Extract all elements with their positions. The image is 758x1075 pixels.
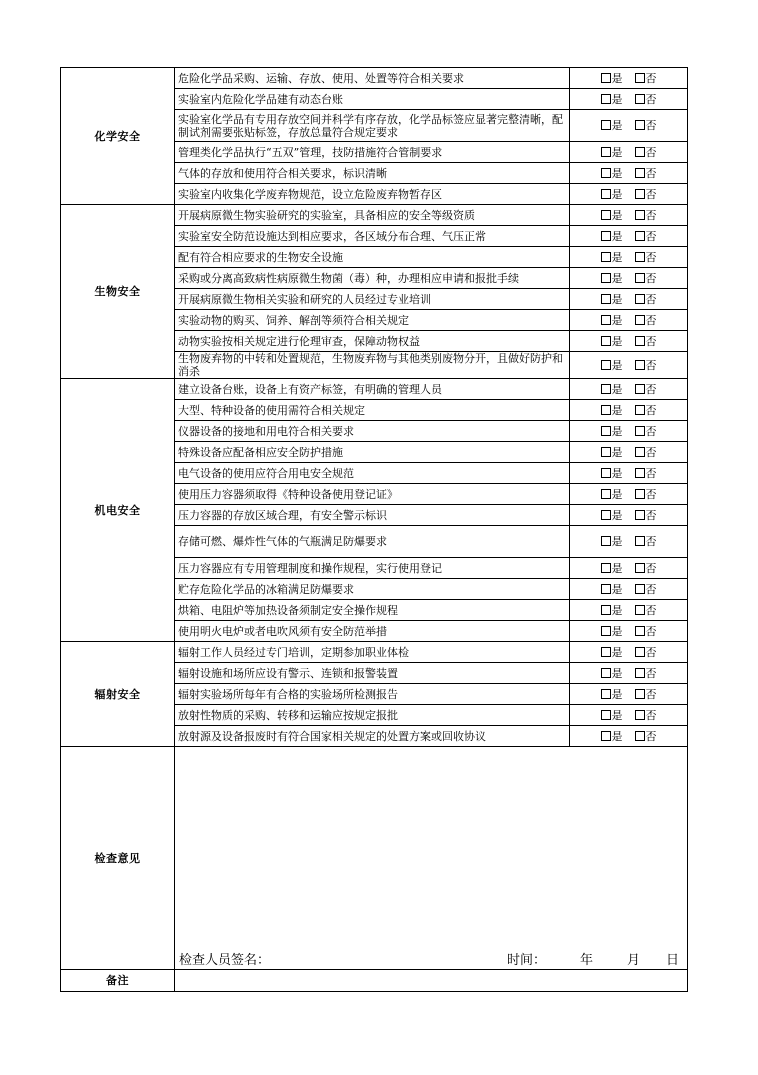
check-item-text: 使用压力容器须取得《特种设备使用登记证》 xyxy=(175,484,570,505)
no-label: 否 xyxy=(645,358,657,372)
check-item-text: 生物废弃物的中转和处置规范，生物废弃物与其他类别废物分开，且做好防护和消杀 xyxy=(175,352,570,379)
no-option[interactable] xyxy=(635,562,657,575)
no-checkbox[interactable] xyxy=(635,384,645,394)
yes-checkbox[interactable] xyxy=(601,489,611,499)
yes-option[interactable] xyxy=(601,562,623,575)
no-label: 否 xyxy=(645,687,657,701)
yes-checkbox[interactable] xyxy=(601,168,611,178)
no-label: 否 xyxy=(645,424,657,438)
no-option[interactable] xyxy=(635,509,657,522)
no-label: 否 xyxy=(645,535,657,548)
no-option[interactable] xyxy=(635,467,657,480)
yes-option[interactable] xyxy=(601,72,623,85)
yes-option[interactable] xyxy=(601,604,623,617)
no-label: 否 xyxy=(645,229,657,243)
yes-no-options xyxy=(570,268,688,289)
yes-label: 是 xyxy=(611,166,623,180)
no-checkbox[interactable] xyxy=(635,447,645,457)
no-label: 否 xyxy=(645,92,657,106)
no-option[interactable] xyxy=(635,72,657,85)
yes-option[interactable] xyxy=(601,383,623,396)
yes-no-options xyxy=(570,68,688,89)
no-checkbox[interactable] xyxy=(635,94,645,104)
yes-label: 是 xyxy=(611,645,623,659)
check-item-text: 辐射设施和场所应设有警示、连锁和报警装置 xyxy=(175,663,570,684)
check-item-text: 采购或分离高致病性病原微生物菌（毒）种，办理相应申请和报批手续 xyxy=(175,268,570,289)
no-option[interactable] xyxy=(635,335,657,348)
checklist-row xyxy=(61,205,688,226)
check-item-text: 特殊设备应配备相应安全防护措施 xyxy=(175,442,570,463)
yes-no-options xyxy=(570,331,688,352)
yes-label: 是 xyxy=(611,466,623,480)
yes-no-options xyxy=(570,463,688,484)
check-item-text: 管理类化学品执行“五双”管理，技防措施符合管制要求 xyxy=(175,142,570,163)
yes-option[interactable] xyxy=(601,146,623,159)
yes-option[interactable] xyxy=(601,446,623,459)
check-item-text: 烘箱、电阻炉等加热设备须制定安全操作规程 xyxy=(175,600,570,621)
no-label: 否 xyxy=(645,466,657,480)
yes-label: 是 xyxy=(611,561,623,575)
check-item-text: 放射性物质的采购、转移和运输应按规定报批 xyxy=(175,705,570,726)
yes-label: 是 xyxy=(611,208,623,222)
yes-option[interactable] xyxy=(601,425,623,438)
yes-label: 是 xyxy=(611,582,623,596)
no-option[interactable] xyxy=(635,730,657,743)
no-label: 否 xyxy=(645,666,657,680)
yes-no-options xyxy=(570,247,688,268)
yes-no-options xyxy=(570,684,688,705)
yes-label: 是 xyxy=(611,250,623,264)
no-label: 否 xyxy=(645,71,657,85)
check-item-text: 开展病原微生物相关实验和研究的人员经过专业培训 xyxy=(175,289,570,310)
yes-option[interactable] xyxy=(601,272,623,285)
no-checkbox[interactable] xyxy=(635,189,645,199)
no-option[interactable] xyxy=(635,251,657,264)
yes-label: 是 xyxy=(611,666,623,680)
yes-label: 是 xyxy=(611,334,623,348)
check-item-text: 贮存危险化学品的冰箱满足防爆要求 xyxy=(175,579,570,600)
yes-option[interactable] xyxy=(601,404,623,417)
yes-no-options xyxy=(570,600,688,621)
no-label: 否 xyxy=(645,508,657,522)
yes-no-options xyxy=(570,642,688,663)
check-item-text: 实验室内危险化学品建有动态台账 xyxy=(175,89,570,110)
yes-option[interactable] xyxy=(601,167,623,180)
yes-no-options xyxy=(570,352,688,379)
no-checkbox[interactable] xyxy=(635,147,645,157)
yes-option[interactable] xyxy=(601,119,623,132)
check-item-text: 辐射工作人员经过专门培训，定期参加职业体检 xyxy=(175,642,570,663)
yes-checkbox[interactable] xyxy=(601,405,611,415)
yes-checkbox[interactable] xyxy=(601,94,611,104)
remark-field[interactable] xyxy=(175,970,688,992)
yes-checkbox[interactable] xyxy=(601,426,611,436)
yes-checkbox[interactable] xyxy=(601,626,611,636)
yes-checkbox[interactable] xyxy=(601,447,611,457)
yes-label: 是 xyxy=(611,313,623,327)
day-label: 日 xyxy=(665,953,679,968)
check-item-text: 建立设备台账，设备上有资产标签，有明确的管理人员 xyxy=(175,379,570,400)
yes-option[interactable] xyxy=(601,509,623,522)
yes-checkbox[interactable] xyxy=(601,689,611,699)
no-label: 否 xyxy=(645,403,657,417)
no-checkbox[interactable] xyxy=(635,668,645,678)
no-checkbox[interactable] xyxy=(635,710,645,720)
yes-label: 是 xyxy=(611,187,623,201)
no-label: 否 xyxy=(645,487,657,501)
yes-no-options xyxy=(570,558,688,579)
checklist-row xyxy=(61,379,688,400)
yes-label: 是 xyxy=(611,729,623,743)
no-option[interactable] xyxy=(635,188,657,201)
yes-checkbox[interactable] xyxy=(601,605,611,615)
yes-label: 是 xyxy=(611,382,623,396)
category-label: 生物安全 xyxy=(61,205,175,379)
checklist-row xyxy=(61,68,688,89)
no-checkbox[interactable] xyxy=(635,426,645,436)
check-item-text: 辐射实验场所每年有合格的实验场所检测报告 xyxy=(175,684,570,705)
no-label: 否 xyxy=(645,271,657,285)
yes-checkbox[interactable] xyxy=(601,210,611,220)
yes-no-options xyxy=(570,421,688,442)
no-option[interactable] xyxy=(635,625,657,638)
yes-checkbox[interactable] xyxy=(601,315,611,325)
no-checkbox[interactable] xyxy=(635,405,645,415)
yes-checkbox[interactable] xyxy=(601,231,611,241)
yes-checkbox[interactable] xyxy=(601,510,611,520)
yes-label: 是 xyxy=(611,424,623,438)
yes-no-options xyxy=(570,110,688,142)
opinion-row xyxy=(61,747,688,970)
yes-option[interactable] xyxy=(601,625,623,638)
yes-checkbox[interactable] xyxy=(601,73,611,83)
no-label: 否 xyxy=(645,250,657,264)
no-option[interactable] xyxy=(635,425,657,438)
check-item-text: 实验动物的购买、饲养、解剖等须符合相关规定 xyxy=(175,310,570,331)
yes-option[interactable] xyxy=(601,688,623,701)
no-label: 否 xyxy=(645,729,657,743)
no-label: 否 xyxy=(645,708,657,722)
yes-option[interactable] xyxy=(601,359,623,372)
no-label: 否 xyxy=(645,208,657,222)
check-item-text: 放射源及设备报废时有符合国家相关规定的处置方案或回收协议 xyxy=(175,726,570,747)
check-item-text: 开展病原微生物实验研究的实验室，具备相应的安全等级资质 xyxy=(175,205,570,226)
yes-checkbox[interactable] xyxy=(601,536,611,546)
yes-label: 是 xyxy=(611,119,623,132)
yes-option[interactable] xyxy=(601,314,623,327)
yes-no-options xyxy=(570,379,688,400)
time-label: 时间： xyxy=(506,953,546,968)
yes-label: 是 xyxy=(611,292,623,306)
no-label: 否 xyxy=(645,166,657,180)
yes-checkbox[interactable] xyxy=(601,120,611,130)
yes-checkbox[interactable] xyxy=(601,360,611,370)
yes-label: 是 xyxy=(611,71,623,85)
yes-no-options xyxy=(570,726,688,747)
yes-label: 是 xyxy=(611,229,623,243)
no-option[interactable] xyxy=(635,230,657,243)
yes-no-options xyxy=(570,505,688,526)
no-checkbox[interactable] xyxy=(635,489,645,499)
check-item-text: 压力容器应有专用管理制度和操作规程，实行使用登记 xyxy=(175,558,570,579)
no-checkbox[interactable] xyxy=(635,210,645,220)
no-checkbox[interactable] xyxy=(635,563,645,573)
yes-option[interactable] xyxy=(601,251,623,264)
yes-checkbox[interactable] xyxy=(601,189,611,199)
yes-no-options xyxy=(570,184,688,205)
opinion-label: 检查意见 xyxy=(61,747,175,970)
no-checkbox[interactable] xyxy=(635,168,645,178)
checklist-body xyxy=(61,68,688,747)
check-item-text: 电气设备的使用应符合用电安全规范 xyxy=(175,463,570,484)
yes-checkbox[interactable] xyxy=(601,731,611,741)
check-item-text: 气体的存放和使用符合相关要求，标识清晰 xyxy=(175,163,570,184)
yes-label: 是 xyxy=(611,535,623,548)
yes-label: 是 xyxy=(611,508,623,522)
check-item-text: 大型、特种设备的使用需符合相关规定 xyxy=(175,400,570,421)
yes-no-options xyxy=(570,226,688,247)
no-option[interactable] xyxy=(635,583,657,596)
yes-checkbox[interactable] xyxy=(601,273,611,283)
yes-option[interactable] xyxy=(601,667,623,680)
yes-checkbox[interactable] xyxy=(601,668,611,678)
yes-no-options xyxy=(570,442,688,463)
no-checkbox[interactable] xyxy=(635,647,645,657)
time-field xyxy=(507,954,679,967)
yes-checkbox[interactable] xyxy=(601,647,611,657)
no-label: 否 xyxy=(645,334,657,348)
yes-checkbox[interactable] xyxy=(601,252,611,262)
no-checkbox[interactable] xyxy=(635,73,645,83)
yes-option[interactable] xyxy=(601,293,623,306)
check-item-text: 实验室化学品有专用存放空间并科学有序存放，化学品标签应显著完整清晰，配制试剂需要张贴标签，存放总量符合规定要求 xyxy=(175,110,570,142)
checklist-row xyxy=(61,642,688,663)
no-option[interactable] xyxy=(635,383,657,396)
yes-no-options xyxy=(570,621,688,642)
yes-label: 是 xyxy=(611,603,623,617)
yes-option[interactable] xyxy=(601,93,623,106)
check-item-text: 存储可燃、爆炸性气体的气瓶满足防爆要求 xyxy=(175,526,570,558)
no-option[interactable] xyxy=(635,293,657,306)
category-label: 机电安全 xyxy=(61,379,175,642)
remark-row xyxy=(61,970,688,992)
no-option[interactable] xyxy=(635,709,657,722)
check-item-text: 配有符合相应要求的生物安全设施 xyxy=(175,247,570,268)
yes-checkbox[interactable] xyxy=(601,584,611,594)
no-checkbox[interactable] xyxy=(635,315,645,325)
yes-no-options xyxy=(570,289,688,310)
no-label: 否 xyxy=(645,313,657,327)
yes-no-options xyxy=(570,579,688,600)
no-checkbox[interactable] xyxy=(635,120,645,130)
remark-label: 备注 xyxy=(61,970,175,992)
no-option[interactable] xyxy=(635,404,657,417)
yes-label: 是 xyxy=(611,708,623,722)
no-label: 否 xyxy=(645,582,657,596)
no-label: 否 xyxy=(645,119,657,132)
yes-label: 是 xyxy=(611,358,623,372)
check-item-text: 实验室安全防范设施达到相应要求，各区域分布合理、气压正常 xyxy=(175,226,570,247)
no-checkbox[interactable] xyxy=(635,605,645,615)
no-checkbox[interactable] xyxy=(635,536,645,546)
check-item-text: 仪器设备的接地和用电符合相关要求 xyxy=(175,421,570,442)
no-checkbox[interactable] xyxy=(635,360,645,370)
yes-no-options xyxy=(570,163,688,184)
category-label: 化学安全 xyxy=(61,68,175,205)
no-checkbox[interactable] xyxy=(635,231,645,241)
yes-option[interactable] xyxy=(601,335,623,348)
yes-option[interactable] xyxy=(601,467,623,480)
yes-no-options xyxy=(570,310,688,331)
no-label: 否 xyxy=(645,187,657,201)
no-label: 否 xyxy=(645,561,657,575)
month-label: 月 xyxy=(626,953,640,968)
yes-no-options xyxy=(570,484,688,505)
no-checkbox[interactable] xyxy=(635,510,645,520)
no-option[interactable] xyxy=(635,646,657,659)
yes-option[interactable] xyxy=(601,230,623,243)
yes-checkbox[interactable] xyxy=(601,563,611,573)
no-checkbox[interactable] xyxy=(635,273,645,283)
check-item-text: 压力容器的存放区域合理，有安全警示标识 xyxy=(175,505,570,526)
no-label: 否 xyxy=(645,292,657,306)
yes-checkbox[interactable] xyxy=(601,468,611,478)
no-option[interactable] xyxy=(635,167,657,180)
category-label: 辐射安全 xyxy=(61,642,175,747)
yes-no-options xyxy=(570,142,688,163)
safety-inspection-table xyxy=(60,67,688,992)
no-checkbox[interactable] xyxy=(635,336,645,346)
yes-label: 是 xyxy=(611,445,623,459)
yes-option[interactable] xyxy=(601,709,623,722)
no-option[interactable] xyxy=(635,446,657,459)
yes-option[interactable] xyxy=(601,188,623,201)
yes-no-options xyxy=(570,526,688,558)
check-item-text: 危险化学品采购、运输、存放、使用、处置等符合相关要求 xyxy=(175,68,570,89)
no-option[interactable] xyxy=(635,314,657,327)
yes-label: 是 xyxy=(611,487,623,501)
no-label: 否 xyxy=(645,624,657,638)
yes-no-options xyxy=(570,400,688,421)
no-option[interactable] xyxy=(635,272,657,285)
yes-no-options xyxy=(570,89,688,110)
no-label: 否 xyxy=(645,603,657,617)
no-checkbox[interactable] xyxy=(635,252,645,262)
yes-option[interactable] xyxy=(601,488,623,501)
no-option[interactable] xyxy=(635,209,657,222)
no-checkbox[interactable] xyxy=(635,689,645,699)
no-checkbox[interactable] xyxy=(635,626,645,636)
no-checkbox[interactable] xyxy=(635,294,645,304)
opinion-field[interactable] xyxy=(175,747,688,970)
check-item-text: 动物实验按相关规定进行伦理审查，保障动物权益 xyxy=(175,331,570,352)
no-checkbox[interactable] xyxy=(635,584,645,594)
year-label: 年 xyxy=(579,953,593,968)
no-option[interactable] xyxy=(635,359,657,372)
no-option[interactable] xyxy=(635,93,657,106)
yes-option[interactable] xyxy=(601,583,623,596)
no-option[interactable] xyxy=(635,119,657,132)
yes-option[interactable] xyxy=(601,209,623,222)
yes-checkbox[interactable] xyxy=(601,384,611,394)
no-option[interactable] xyxy=(635,688,657,701)
check-item-text: 使用明火电炉或者电吹风须有安全防范举措 xyxy=(175,621,570,642)
no-option[interactable] xyxy=(635,488,657,501)
no-label: 否 xyxy=(645,445,657,459)
no-option[interactable] xyxy=(635,535,657,548)
check-item-text: 实验室内收集化学废弃物规范，设立危险废弃物暂存区 xyxy=(175,184,570,205)
yes-label: 是 xyxy=(611,403,623,417)
no-label: 否 xyxy=(645,645,657,659)
no-label: 否 xyxy=(645,145,657,159)
yes-no-options xyxy=(570,663,688,684)
yes-no-options xyxy=(570,705,688,726)
no-label: 否 xyxy=(645,382,657,396)
no-checkbox[interactable] xyxy=(635,731,645,741)
yes-checkbox[interactable] xyxy=(601,147,611,157)
yes-checkbox[interactable] xyxy=(601,336,611,346)
signature-label: 检查人员签名： xyxy=(179,953,271,968)
yes-label: 是 xyxy=(611,624,623,638)
yes-label: 是 xyxy=(611,271,623,285)
yes-option[interactable] xyxy=(601,535,623,548)
no-option[interactable] xyxy=(635,146,657,159)
yes-label: 是 xyxy=(611,145,623,159)
no-checkbox[interactable] xyxy=(635,468,645,478)
yes-no-options xyxy=(570,205,688,226)
yes-checkbox[interactable] xyxy=(601,710,611,720)
yes-checkbox[interactable] xyxy=(601,294,611,304)
yes-option[interactable] xyxy=(601,730,623,743)
no-option[interactable] xyxy=(635,667,657,680)
yes-label: 是 xyxy=(611,92,623,106)
yes-label: 是 xyxy=(611,687,623,701)
no-option[interactable] xyxy=(635,604,657,617)
yes-option[interactable] xyxy=(601,646,623,659)
